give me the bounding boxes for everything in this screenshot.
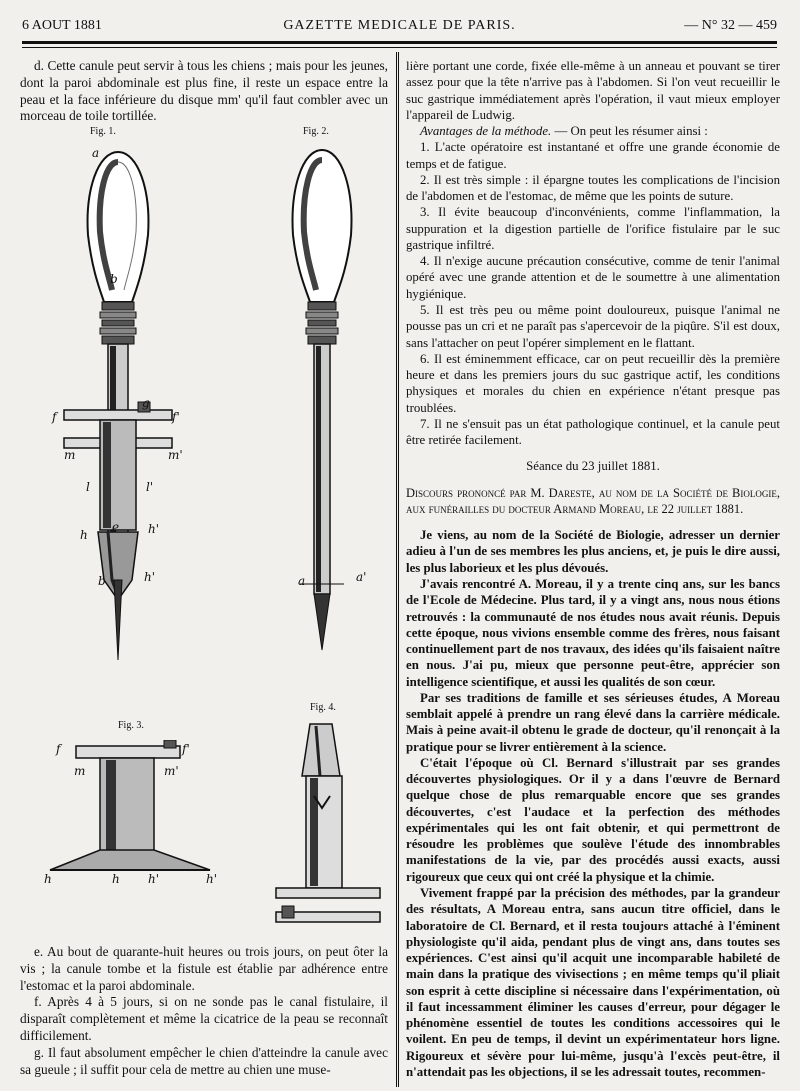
header-journal-title: GAZETTE MEDICALE DE PARIS.: [283, 18, 516, 33]
fig2-label-a: a: [298, 574, 306, 588]
right-continuation: lière portant une corde, fixée elle-même à un anneau et pouvant se tirer assez pour que la tête n'arrive pas à l'abdomen. Si l'on veut recueillir le suc gastrique immédiatement après l'opération, il vaut mieux employer l'appareil de Ludwig.: [406, 59, 780, 122]
fig3-label-h-prime: h': [148, 872, 160, 886]
fig1-label-m-prime: m': [168, 448, 183, 462]
speech-paragraph: Vivement frappé par la précision des méthodes, par la grandeur des résultats, A Moreau entra, sans aucun titre officiel, dans le laboratoire de Cl. Bernard, et il resta toujours attaché à l'éminent physiologiste qu'il aida, pendant plus de vingt ans, dans toutes ses expériences. C'est ainsi qu'il acquit une incomparable habileté de main dans la pratique des vivisections ; en même temps qu'il pliait son esprit à cette discipline si nécessaire dans l'expérimentation, où il faut incessamment éliminer les causes d'erreur, pour dégager le phénomène essentiel de toutes les conditions accessoires qui le voilent. En peu de temps, il devint un expérimentateur hors ligne. Rigoureux et sévère pour lui-même, jusqu'à l'excès peut-être, il n'attendait pas les objections, il se les adressait toutes, recommen-: [406, 886, 780, 1079]
fig3-label-h-prime-right: h': [206, 872, 218, 886]
header-rule: [22, 41, 777, 44]
advantage-item: 4. Il n'exige aucune précaution consécutive, comme de tenir l'animal opéré avec une grande attention et de le soumettre à une alimentation hygiénique.: [406, 254, 780, 301]
fig1-cannula-illustration: [40, 140, 210, 670]
fig1-label-l-prime: l': [146, 480, 154, 494]
fig3-label-h: h: [44, 872, 52, 886]
fig1-label-g: g: [142, 396, 150, 410]
fig1-label-b: b: [110, 272, 118, 286]
note-g: g. Il faut absolument empêcher le chien d'atteindre la canule avec sa gueule ; il suffit pour cela de mettre au chien une muse-: [20, 1044, 388, 1077]
advantage-item: 2. Il est très simple : il épargne toutes les complications de l'incision de l'abdomen et de l'estomac, de même que les points de suture.: [406, 172, 780, 204]
header-date: 6 AOUT 1881: [22, 18, 102, 33]
fig1-label-h-prime: h': [148, 522, 160, 536]
fig1-caption: Fig. 1.: [90, 126, 116, 137]
advantages-heading: [406, 123, 780, 139]
fig4-caption: Fig. 4.: [310, 702, 336, 713]
note-e: e. Au bout de quarante-huit heures ou trois jours, on peut ôter la vis ; la canule tombe et la fistule est établie par adhérence entre l'estomac et la paroi abdominale.: [20, 944, 388, 993]
speech-paragraph: Par ses traditions de famille et ses sérieuses études, A Moreau semblait appelé à prendre un rang élevé dans la carrière médicale. Mais à peine avait-il obtenu le grade de docteur, qu'il renonçait à la pratique pour se livrer entièrement à la science.: [406, 690, 780, 754]
fig1-label-h: h: [80, 528, 88, 542]
speech-paragraph: J'avais rencontré A. Moreau, il y a trente cinq ans, sur les bancs de l'Ecole de Médecine. Plus tard, il y a vingt ans, nous nous étions retrouvés : la communauté de nos études nous avait réunis. Depuis cette époque, nous vivions ensemble comme des frères, nous faisant continuellement part de nos travaux, des idées qu'ils faisaient naître en nous. J'ai pu, mieux que personne peut-être, apprécier son intelligence scientifique, et aussi les qualités de son cœur.: [406, 576, 780, 689]
discours-heading: Discours prononcé par M. Dareste, au nom de la Société de Biologie, aux funérailles du docteur Armand Moreau, le 22 juillet 1881.: [406, 485, 780, 516]
fig3-label-m: m: [74, 764, 86, 778]
fig1-label-f: f: [52, 410, 57, 424]
note-f: f. Après 4 à 5 jours, si on ne sonde pas le canal fistulaire, il disparaît complètement et même la cicatrice de la peau se reconnaît difficilement.: [20, 994, 388, 1043]
fig1-label-a: a: [92, 146, 100, 160]
left-notes: [20, 944, 388, 1078]
fig1-label-e: e: [112, 520, 120, 534]
header-rule-thin: [22, 47, 777, 48]
advantage-item: 7. Il ne s'ensuit pas un état pathologique continuel, et la canule peut être retirée facilement.: [406, 416, 780, 448]
intro-paragraph: d. Cette canule peut servir à tous les chiens ; mais pour les jeunes, dont la paroi abdominale est plus fine, il reste un espace entre la peau et la face inférieure du disque mm' qu'il faut combler avec un morceau de toile tortillée.: [20, 58, 388, 124]
fig1-label-m: m: [64, 448, 76, 462]
right-column: [406, 58, 780, 1080]
fig3-caption: Fig. 3.: [118, 720, 144, 731]
speech-paragraph: C'était l'époque où Cl. Bernard s'illustrait par ses grandes découvertes physiologiques. Or il y a dans l'œuvre de Bernard quelque chose de plus remarquable encore que ses grandes découvertes, c'est l'audace et la perfection des méthodes expérimentales qui les ont fait obtenir, et qui permettront de résoudre les problèmes que soulève l'étude des innombrables manifestations de la vie, par des procédés aussi exacts, aussi rigoureux que ceux qui ont créé la physique et la chimie.: [406, 755, 780, 884]
fig3-cannula-disc-illustration: [40, 740, 220, 880]
fig3-label-f: f: [56, 742, 61, 756]
left-intro: [20, 58, 388, 125]
column-divider: [396, 52, 399, 1087]
fig3-label-h-mid: h: [112, 872, 120, 886]
fig1-label-h-prime-low: h': [144, 570, 156, 584]
speech-paragraph: Je viens, au nom de la Société de Biologie, adresser un dernier adieu à l'un de ses membres les plus anciens, et, je puis le dire aussi, les plus laborieux et les plus dévoués.: [406, 528, 780, 575]
fig2-caption: Fig. 2.: [303, 126, 329, 137]
fig2-label-a-prime: a': [356, 570, 367, 584]
fig3-label-m-prime: m': [164, 764, 179, 778]
header-page-number: — N° 32 — 459: [684, 18, 777, 33]
fig1-label-f-prime: f': [172, 410, 180, 424]
fig4-cannula-section-illustration: [270, 716, 390, 936]
advantage-item: 5. Il est très peu ou même point douloureux, puisque l'animal ne pousse pas un cri et ne paraît pas s'apercevoir de la piqûre. S'il est doux, sans l'attacher on peut l'opérer simplement en le flattant.: [406, 302, 780, 350]
advantages-intro: — On peut les résumer ainsi :: [551, 124, 708, 139]
advantage-item: 1. L'acte opératoire est instantané et offre une grande économie de temps et de fatigue.: [406, 140, 780, 171]
advantages-title: Avantages de la méthode.: [420, 124, 552, 139]
fig1-label-b-low: b: [98, 574, 106, 588]
seance-heading: Séance du 23 juillet 1881.: [526, 459, 660, 474]
advantage-item: 3. Il évite beaucoup d'inconvénients, comme l'inflammation, la suppuration et la digestion partielle de l'orifice fistulaire par le suc gastrique infiltré.: [406, 205, 780, 252]
advantage-item: 6. Il est éminemment efficace, car on peut recueillir dès la première heure et dans les premiers jours du suc gastrique actif, les conditions physiques et morales du chien en expérience n'étant presque pas troublées.: [406, 351, 780, 415]
fig1-label-l: l: [86, 480, 90, 494]
fig3-label-f-prime: f': [182, 742, 190, 756]
running-header: [22, 18, 777, 38]
